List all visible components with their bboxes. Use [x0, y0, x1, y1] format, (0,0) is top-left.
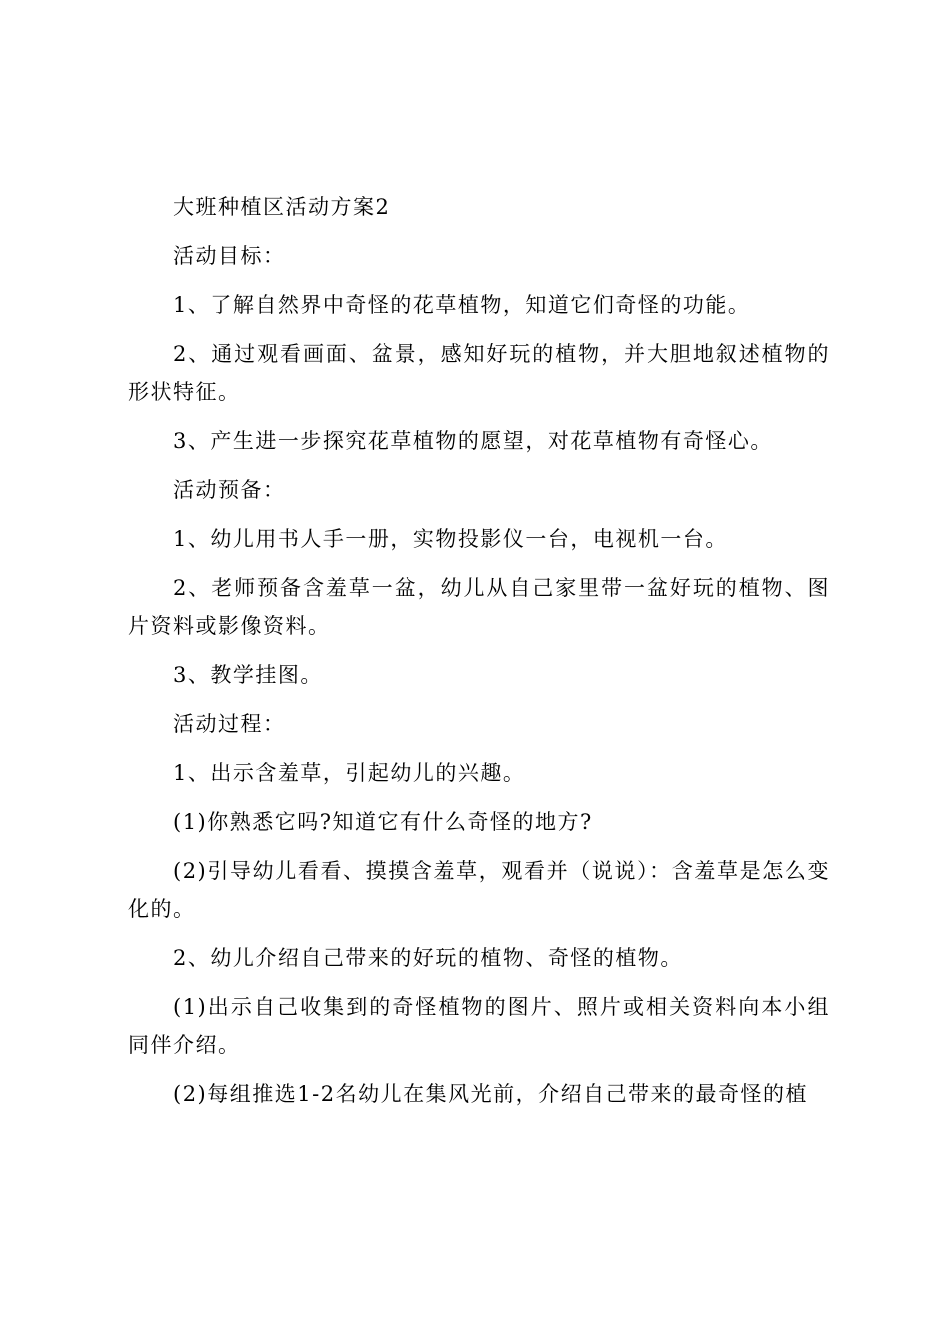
- paragraph: 3、教学挂图。: [173, 663, 323, 687]
- paragraph: 2、幼儿介绍自己带来的好玩的植物、奇怪的植物。: [173, 946, 683, 970]
- paragraph: 2、老师预备含羞草一盆，幼儿从自己家里带一盆好玩的植物、图片资料或影像资料。: [128, 576, 830, 638]
- paragraph: 1、出示含羞草，引起幼儿的兴趣。: [173, 761, 526, 785]
- paragraph: (1)出示自己收集到的奇怪植物的图片、照片或相关资料向本小组同伴介绍。: [128, 995, 830, 1057]
- section-heading-preparation: 活动预备：: [173, 478, 286, 502]
- paragraph: (2)引导幼儿看看、摸摸含羞草，观看并（说说）：含羞草是怎么变化的。: [128, 859, 830, 921]
- paragraph: (2)每组推选1-2名幼儿在集风光前，介绍自己带来的最奇怪的植: [173, 1082, 809, 1106]
- section-heading-goals: 活动目标：: [173, 244, 286, 268]
- document-title: 大班种植区活动方案2: [173, 195, 391, 219]
- document-body: [128, 188, 830, 1124]
- paragraph: 2、通过观看画面、盆景，感知好玩的植物，并大胆地叙述植物的形状特征。: [128, 342, 830, 404]
- paragraph: (1)你熟悉它吗?知道它有什么奇怪的地方?: [173, 810, 593, 834]
- paragraph: 1、了解自然界中奇怪的花草植物，知道它们奇怪的功能。: [173, 293, 751, 317]
- paragraph: 1、幼儿用书人手一册，实物投影仪一台，电视机一台。: [173, 527, 728, 551]
- section-heading-process: 活动过程：: [173, 712, 286, 736]
- paragraph: 3、产生进一步探究花草植物的愿望，对花草植物有奇怪心。: [173, 429, 773, 453]
